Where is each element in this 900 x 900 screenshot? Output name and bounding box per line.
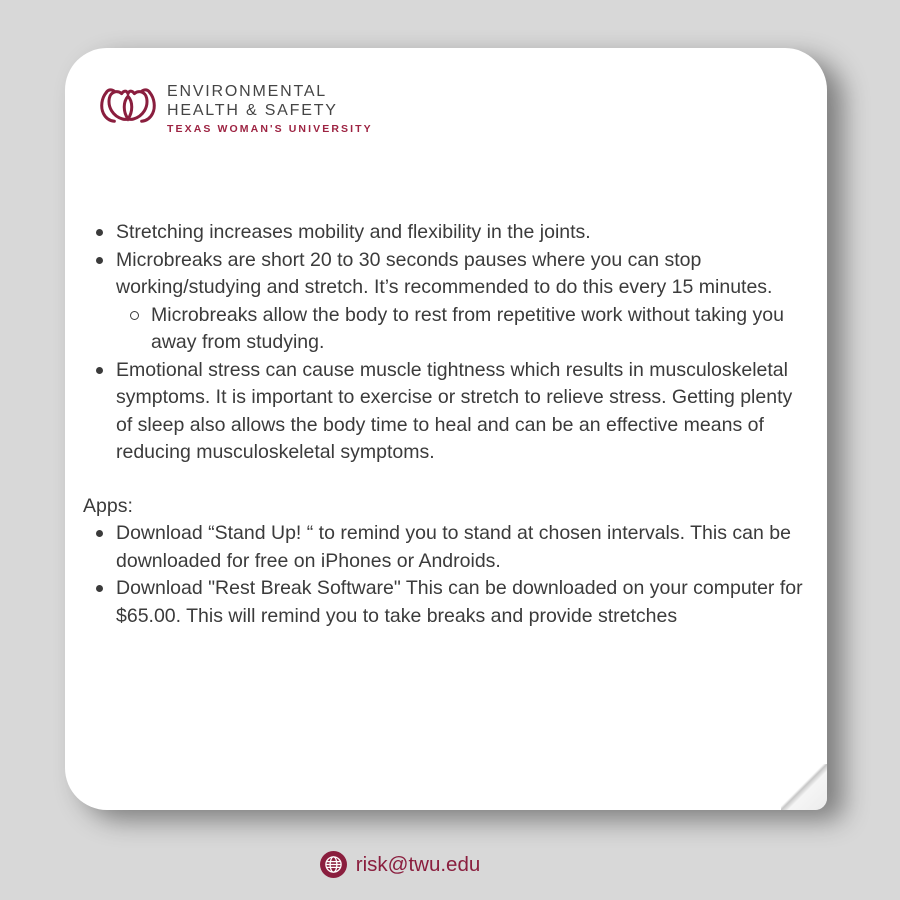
twu-tulip-icon (98, 85, 158, 133)
logo-line-environmental: ENVIRONMENTAL (167, 83, 328, 100)
apps-heading: Apps: (83, 494, 133, 517)
list-item (83, 357, 809, 467)
bullet-dot-icon (96, 219, 116, 236)
sub-list-item (83, 302, 809, 357)
bullet-text: Download "Rest Break Software" This can be downloaded on your computer for $65.00. This will remind you to take breaks and provide stretches (116, 577, 803, 627)
bullet-dot-icon (96, 357, 116, 374)
footer-contact (0, 851, 850, 878)
bullet-text: Microbreaks are short 20 to 30 seconds pauses where you can stop working/studying and stretch. It’s recommended to do this every 15 minutes. (116, 248, 773, 298)
bullet-dot-icon (96, 575, 116, 592)
bullet-text: Stretching increases mobility and flexibility in the joints. (116, 221, 591, 243)
footer-email-link[interactable]: risk@twu.edu (355, 852, 481, 876)
twu-ehs-logo (98, 83, 373, 135)
bullet-dot-icon (96, 247, 116, 264)
page-curl-corner (781, 764, 827, 810)
globe-icon (320, 851, 347, 878)
bullet-text: Download “Stand Up! “ to remind you to stand at chosen intervals. This can be downloaded for free on iPhones or Androids. (116, 522, 791, 572)
list-item (83, 219, 809, 247)
logo-line-university: TEXAS WOMAN'S UNIVERSITY (167, 123, 373, 135)
logo-wordmark (167, 83, 373, 135)
bullet-text: Emotional stress can cause muscle tightness which results in musculoskeletal symptoms. It is important to exercise or stretch to relieve stress. Getting plenty of sleep also allows the body time to heal and can be an effective means of reducing musculoskeletal symptoms. (116, 358, 793, 463)
flyer-card (65, 48, 827, 810)
logo-line-health-safety: HEALTH & SAFETY (167, 101, 338, 119)
list-item (83, 520, 809, 575)
bullet-circle-icon (130, 302, 151, 320)
bullet-dot-icon (96, 520, 116, 537)
bullet-text: Microbreaks allow the body to rest from repetitive work without taking you away from studying. (151, 303, 784, 353)
list-item (83, 575, 809, 630)
list-item (83, 247, 809, 302)
body-text (83, 219, 809, 630)
